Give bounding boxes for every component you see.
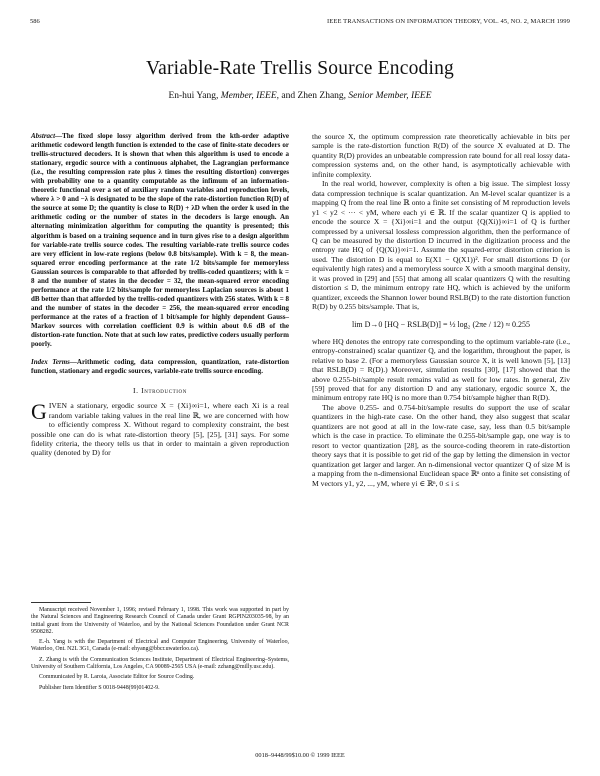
body-paragraph-3: where HQ denotes the entropy rate corresponding to the optimum variable-rate (i.e., entropy-constrained) scalar quantizer Q, and the logarithm, throughout the paper, is relative to base 2. (For a memoryless Gaussian source X, it is well known [5], [13] that RSLB(D) = R(D).) Moreover, simulation results [30], [17] showed that the above 0.255-bit/sample result remains valid as well for low rates. In general, Ziv [59] proved that for any distortion D and any stationary, ergodic source X, the minimum entropy rate HQ is no more than 0.754 bit/sample higher than R(D). (312, 336, 570, 403)
page-number: 586 (30, 18, 40, 25)
author-2: and Zhen Zhang, (281, 91, 347, 101)
footnote-publisher-id: Publisher Item Identifier S 0018-9448(99)01402-9. (39, 684, 160, 691)
copyright-footer: 0018–9448/99$10.00 © 1999 IEEE (255, 752, 345, 759)
paper-title: Variable-Rate Trellis Source Encoding (146, 58, 454, 79)
footnote-communicated: Communicated by R. Laroia, Associate Editor for Source Coding. (39, 674, 195, 681)
author-1: En-hui Yang, (168, 91, 219, 101)
equation (312, 320, 570, 329)
index-terms-text: Arithmetic coding, data compression, quantization, rate-distortion function, stationary and ergodic sources, variable-rate trellis source encoding. (31, 358, 289, 376)
abstract-text: The fixed slope lossy algorithm derived from the kth-order adaptive arithmetic codeword length function is extended to the case of finite-state decoders or trellis-structured decoders. It is shown that when this algorithm is used to encode a stationary, ergodic source with a continuous alphabet, the Lagrangian performance (i.e., the resulting compression rate plus λ times the resulting distortion) converges with probability one to a quantity computable as the infimum of an information-theoretic functional over a set of auxiliary random variables and reproduction levels, where λ > 0 and −λ is designated to be the slope of the rate-distortion function R(D) of the source at some D; the quantity is close to R(D) + λD when the order k used in the arithmetic coding or the number of states in the decoders is large enough. An alternating minimization algorithm for computing the quantity is presented; this algorithm is based on a training sequence and in turn gives rise to a design algorithm for variable-rate trellis source codes. The resulting variable-rate trellis source codes are very efficient in low-rate regions (below 0.8 bits/sample). With k = 8, the mean-squared error encoding performance at the rate 1/2 bits/sample for memoryless Gaussian sources is comparable to that afforded by trellis-coded quantizers; with k = 8 and the number of states in the decoder = 32, the mean-squared error encoding performance at the rate 1/2 bits/sample for memoryless Laplacian sources is about 1 dB better than that afforded by the trellis-coded quantizers with 256 states. With k = 8 and the number of states in the decoder = 256, the mean-squared error encoding performance at the rates of a fraction of 1 bit/sample for highly dependent Gauss–Markov sources with correlation coefficient 0.9 is within about 0.6 dB of the distortion-rate function. Note that at such low rates, predictive coders usually perform poorly. (31, 132, 289, 349)
body-paragraph-2: In the real world, however, complexity is often a big issue. The simplest lossy data compression technique is scalar quantization. An M-level scalar quantizer is a mapping Q from the real line ℝ onto a finite set consisting of M reproduction levels y1 < y2 < ··· < yM, where each yi ∈ ℝ. If the scalar quantizer Q is applied to encode the source X = {Xi}∞i=1 and the output {Q(Xi)}∞i=1 of Q is further compressed by a universal lossless compression algorithm, then the performance of Q can be measured by the distortion D incurred in the digitization process and the entropy rate HQ of {Q(Xi)}∞i=1. Assume the squared-error distortion criterion is used. The distortion D is equal to E(X1 − Q(X1))². For small distortions D (or equivalently high rates) and a memoryless source X with a smooth marginal density, it was proved in [29] and [55] that among all scalar quantizers Q with the resulting distortion ≤ D, the minimum entropy rate HQ, which is achieved by the uniform quantizer, exceeds the Shannon lower bound RSLB(D) to the rate distortion function R(D) by 0.255 bits/sample. That is, (312, 179, 570, 312)
abstract-lead: Abstract— (31, 132, 63, 140)
footnote-rule (31, 602, 91, 603)
footnotes (31, 602, 289, 695)
footnote-author-1: E.-h. Yang is with the Department of Electrical and Computer Engineering, University of Waterloo, Waterloo, Ont. N2L 3G1, Canada (e-mail: ehyang@bbcr.uwaterloo.ca). (31, 639, 289, 653)
right-column (312, 132, 570, 488)
index-terms-lead: Index Terms— (31, 358, 77, 367)
section-heading: I. Introduction (133, 386, 187, 396)
intro-paragraph (31, 401, 289, 457)
author-1-role: Member, IEEE, (220, 91, 280, 101)
body-paragraph-4: The above 0.255- and 0.754-bit/sample results do support the use of scalar quantizers in the high-rate case. On the other hand, they also suggest that scalar quantizers are not good at all in the low-rate case, say, less than 0.5 bit/sample which is the case in practice. To eliminate the 0.255-bit/sample gap, one way is to resort to vector quantization [28], as the source-coding theorem in rate-distortion theory says that it is possible to get rid of the gap by letting the dimension in vector quantization get larger and larger. An n-dimensional vector quantizer Q of size M is a mapping from the n-dimensional Euclidean space ℝⁿ onto a finite set consisting of M vectors y1, y2, ..., yM, where yi ∈ ℝⁿ, 0 ≤ i ≤ (312, 402, 570, 488)
footnote-author-2: Z. Zhang is with the Communication Sciences Institute, Department of Electrical Engineering–Systems, University of Southern California, Los Angeles, CA 90089-2565 USA (e-mail: zzhang@milly.usc.edu). (31, 656, 289, 671)
intro-text: IVEN a stationary, ergodic source X = {Xi}∞i=1, where each Xi is a real random variable taking values in the real line ℝ, we are concerned with how to efficiently compress X. Without regard to complexity constraint, the best possible one can do is what rate-distortion theory [5], [25], [31] says. For some fidelity criteria, the theory tells us that in order to maintain a given reproduction quality (denoted by D) for (31, 401, 289, 458)
footnote-manuscript: Manuscript received November 1, 1996; revised February 1, 1998. This work was supported in part by the Natural Sciences and Engineering Research Council of Canada under Grant RGPIN203035-98, by an initial grant from the University of Waterloo, and by the National Sciences Foundation under Grant NCR 9508282. (31, 607, 289, 635)
equation-body: lim D→0 [HQ − RSLB(D)] = ½ log₂ (2πe / 12) ≈ 0.255 (351, 319, 530, 329)
abstract (31, 132, 289, 349)
author-line (0, 91, 600, 101)
author-2-role: Senior Member, IEEE (348, 91, 432, 101)
left-column (31, 132, 289, 458)
body-paragraph-1: the source X, the optimum compression rate theoretically achievable in bits per sample is the rate-distortion function R(D) of the source X evaluated at D. The quantity R(D) provides an unbeatable compression rate bound for all real lossy data-compression systems and, on the other hand, is asymptotically achievable with infinite complexity. (312, 132, 570, 179)
drop-cap: G (31, 399, 47, 425)
index-terms (31, 358, 289, 376)
journal-header: IEEE TRANSACTIONS ON INFORMATION THEORY, VOL. 45, NO. 2, MARCH 1999 (327, 18, 570, 25)
